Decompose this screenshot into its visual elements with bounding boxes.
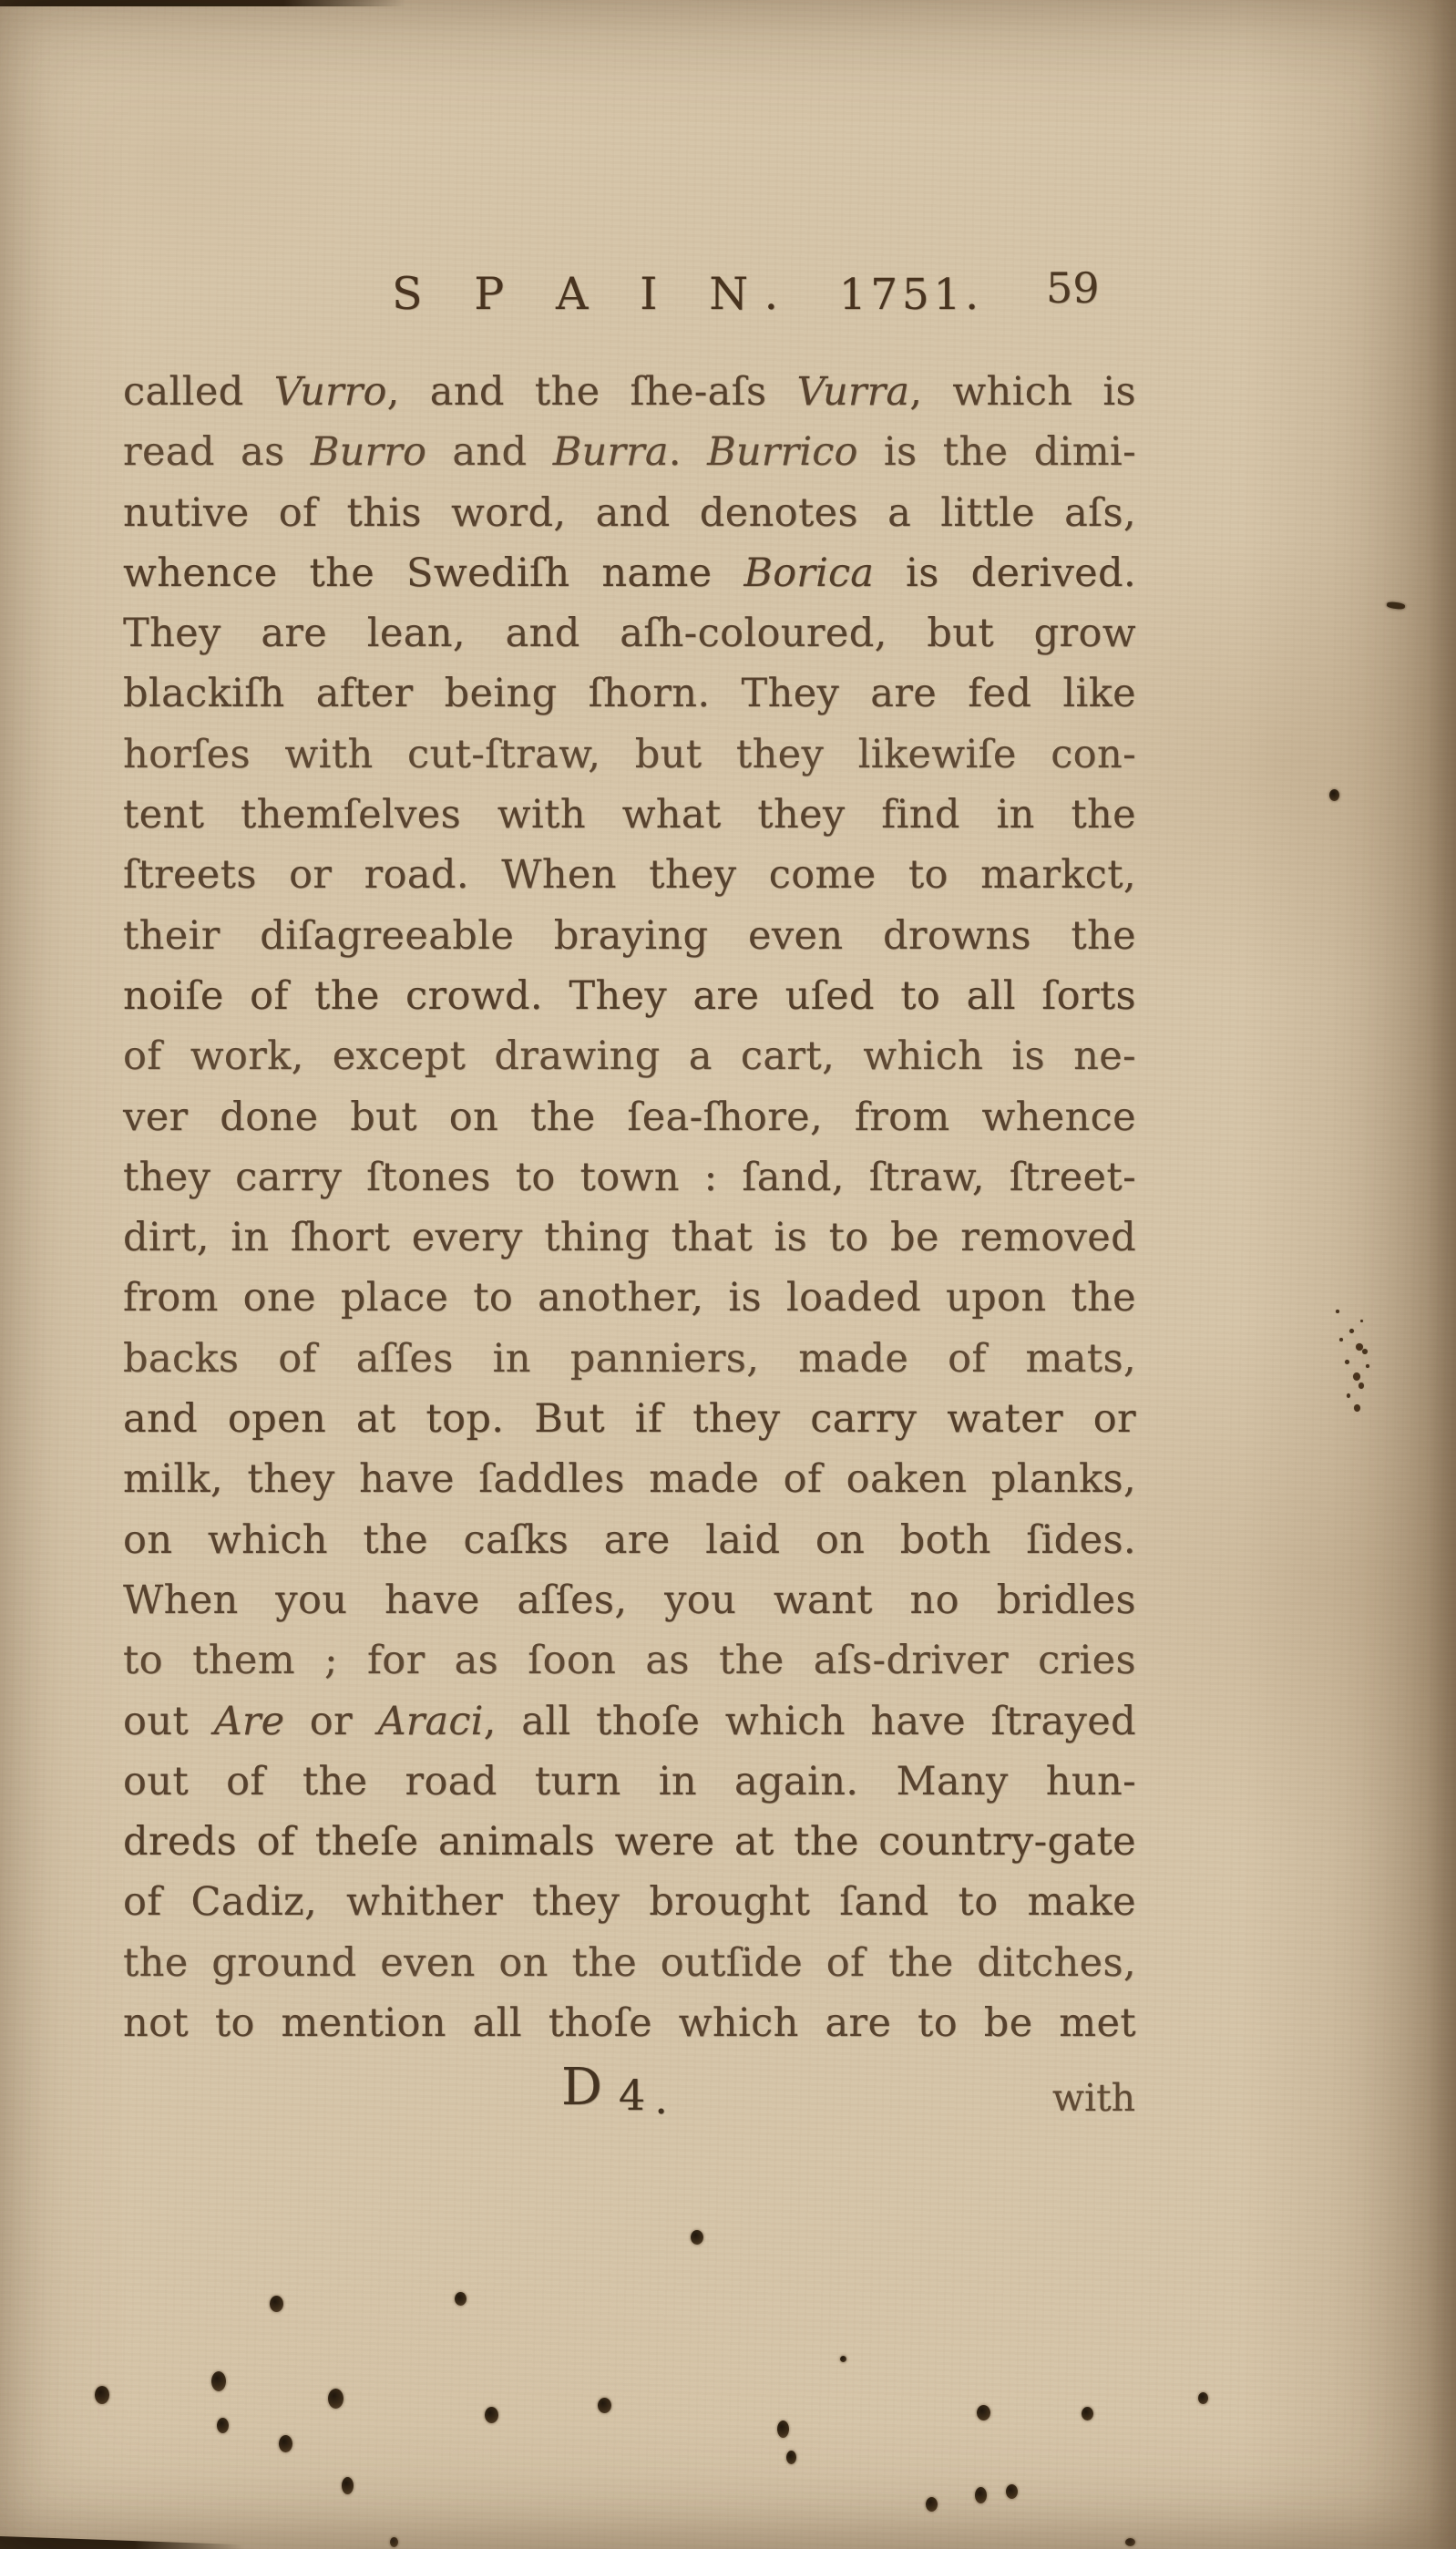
worm-hole-spot — [975, 2487, 987, 2503]
roman-text: They are lean, and aſh-coloured, but grow — [123, 611, 1136, 657]
worm-hole-spot — [598, 2398, 611, 2413]
roman-text: is the dimi- — [857, 429, 1137, 476]
text-line-19 — [123, 1449, 1136, 1509]
ink-splatter-fleck — [1339, 1338, 1343, 1341]
text-line-11 — [123, 966, 1136, 1026]
roman-text: When you have aſſes, you want no bridles — [123, 1577, 1136, 1623]
text-line-21 — [123, 1570, 1136, 1630]
signature-letter: D — [561, 2058, 602, 2117]
worm-hole-spot — [1125, 2538, 1135, 2546]
text-line-10 — [123, 906, 1136, 966]
ink-splatter-fleck — [1353, 1372, 1360, 1381]
running-header-title: S P A I N. — [392, 268, 797, 320]
worm-hole-spot — [217, 2418, 229, 2433]
roman-text: . — [668, 429, 708, 476]
text-line-26 — [123, 1872, 1136, 1932]
italic-text: Araci — [377, 1698, 484, 1744]
worm-hole-spot — [1082, 2407, 1093, 2421]
worm-hole-spot — [1006, 2484, 1018, 2499]
roman-text: their diſagreeable braying even drowns the — [123, 912, 1136, 959]
signature-point: . — [654, 2074, 668, 2123]
ink-splatter-fleck — [1362, 1349, 1368, 1354]
roman-text: blackiſh after being ſhorn. They are fed like — [123, 671, 1136, 717]
ink-splatter-fleck — [1360, 1320, 1363, 1322]
ink-splatter-fleck — [1349, 1329, 1354, 1333]
text-line-17 — [123, 1329, 1136, 1389]
roman-text: and — [426, 429, 553, 476]
italic-text: Burra — [552, 429, 669, 476]
worm-hole-spot — [390, 2537, 398, 2547]
text-line-14 — [123, 1147, 1136, 1208]
page-right-edge-shadow — [1242, 0, 1456, 2549]
text-line-12 — [123, 1026, 1136, 1086]
roman-text: of Cadiz, whither they brought ſand to make — [123, 1879, 1136, 1926]
text-line-16 — [123, 1268, 1136, 1328]
worm-hole-spot — [279, 2435, 292, 2452]
text-line-27 — [123, 1933, 1136, 1993]
roman-text: the ground even on the outſide of the ditches, — [123, 1939, 1136, 1986]
worm-hole-spot — [786, 2451, 796, 2464]
worm-hole-spot — [691, 2230, 703, 2245]
roman-text: nutive of this word, and denotes a little aſs, — [123, 489, 1136, 536]
roman-text: not to mention all thoſe which are to be met — [123, 2000, 1136, 2047]
text-line-18 — [123, 1389, 1136, 1449]
page-bottom-left-corner-shadow — [0, 2531, 244, 2549]
roman-text: and open at top. But if they carry water or — [123, 1396, 1136, 1443]
margin-ink-dash — [1387, 601, 1406, 610]
worm-hole-spot — [1198, 2392, 1208, 2404]
roman-text: horſes with cut-ſtraw, but they likewiſe con- — [123, 731, 1136, 777]
roman-text: ſtreets or road. When they come to markct, — [123, 852, 1136, 899]
text-line-23 — [123, 1691, 1136, 1752]
roman-text: from one place to another, is loaded upon the — [123, 1275, 1136, 1321]
roman-text: called — [123, 369, 274, 415]
roman-text: ver done but on the ſea-ſhore, from whence — [123, 1094, 1136, 1140]
ink-splatter-fleck — [1345, 1360, 1349, 1364]
roman-text: , which is — [909, 369, 1136, 415]
italic-text: Are — [213, 1698, 285, 1744]
roman-text: or — [284, 1698, 378, 1744]
roman-text: milk, they have ſaddles made of oaken planks, — [123, 1456, 1136, 1503]
worm-hole-spot — [926, 2497, 938, 2512]
worm-hole-spot — [342, 2477, 354, 2494]
roman-text: noiſe of the crowd. They are uſed to all ſorts — [123, 972, 1136, 1019]
page-top-edge-shadow — [0, 0, 405, 6]
italic-text: Vurro — [273, 369, 387, 415]
text-line-20 — [123, 1510, 1136, 1570]
running-header — [392, 268, 983, 320]
roman-text: backs of aſſes in panniers, made of mats, — [123, 1335, 1136, 1382]
worm-hole-spot — [455, 2292, 467, 2306]
italic-text: Burrico — [707, 429, 858, 476]
text-line-5 — [123, 603, 1136, 663]
roman-text: , all thoſe which have ſtrayed — [483, 1698, 1136, 1744]
roman-text: , and the ſhe-aſs — [386, 369, 797, 415]
roman-text: whence the Swediſh name — [123, 550, 744, 596]
page-number: 59 — [1046, 263, 1100, 313]
running-header-year: 1751. — [838, 270, 983, 320]
text-line-9 — [123, 845, 1136, 905]
worm-hole-spot — [1329, 789, 1339, 801]
ink-splatter-fleck — [1347, 1393, 1350, 1398]
worm-hole-spot — [777, 2421, 789, 2438]
italic-text: Borica — [743, 550, 875, 596]
text-line-15 — [123, 1208, 1136, 1268]
ink-splatter-fleck — [1336, 1310, 1339, 1313]
worm-hole-spot — [977, 2405, 990, 2421]
roman-text: dreds of theſe animals were at the country-gate — [123, 1819, 1136, 1865]
worm-hole-spot — [270, 2296, 283, 2312]
ink-splatter-fleck — [1354, 1404, 1360, 1412]
worm-hole-spot — [485, 2407, 498, 2423]
text-line-13 — [123, 1087, 1136, 1147]
worm-hole-spot — [840, 2356, 846, 2362]
roman-text: out — [123, 1698, 214, 1744]
ink-splatter-fleck — [1359, 1382, 1364, 1389]
roman-text: dirt, in ſhort every thing that is to be removed — [123, 1215, 1136, 1261]
italic-text: Burro — [310, 429, 427, 476]
worm-hole-spot — [328, 2389, 343, 2409]
body-text — [123, 362, 1136, 2053]
signature-mark — [561, 2058, 668, 2123]
roman-text: they carry ſtones to town : ſand, ſtraw, ſtreet- — [123, 1154, 1136, 1200]
catchword: with — [1051, 2076, 1135, 2120]
roman-text: of work, except drawing a cart, which is ne- — [123, 1033, 1136, 1080]
text-line-25 — [123, 1812, 1136, 1872]
text-line-28 — [123, 1993, 1136, 2053]
text-line-8 — [123, 785, 1136, 845]
text-line-6 — [123, 663, 1136, 724]
ink-splatter-fleck — [1366, 1364, 1369, 1368]
roman-text: to them ; for as ſoon as the aſs-driver cries — [123, 1638, 1136, 1684]
signature-number: 4 — [618, 2071, 646, 2120]
roman-text: on which the caſks are laid on both ſides. — [123, 1516, 1136, 1563]
italic-text: Vurra — [796, 369, 910, 415]
text-line-4 — [123, 543, 1136, 603]
text-line-1 — [123, 362, 1136, 422]
text-line-24 — [123, 1752, 1136, 1812]
worm-hole-spot — [95, 2386, 109, 2404]
text-line-2 — [123, 422, 1136, 482]
text-line-7 — [123, 725, 1136, 785]
text-line-3 — [123, 483, 1136, 543]
roman-text: is derived. — [874, 550, 1137, 596]
roman-text: tent themſelves with what they find in the — [123, 792, 1136, 838]
roman-text: out of the road turn in again. Many hun- — [123, 1758, 1136, 1804]
worm-hole-spot — [211, 2371, 226, 2391]
text-line-22 — [123, 1630, 1136, 1691]
roman-text: read as — [123, 429, 311, 476]
